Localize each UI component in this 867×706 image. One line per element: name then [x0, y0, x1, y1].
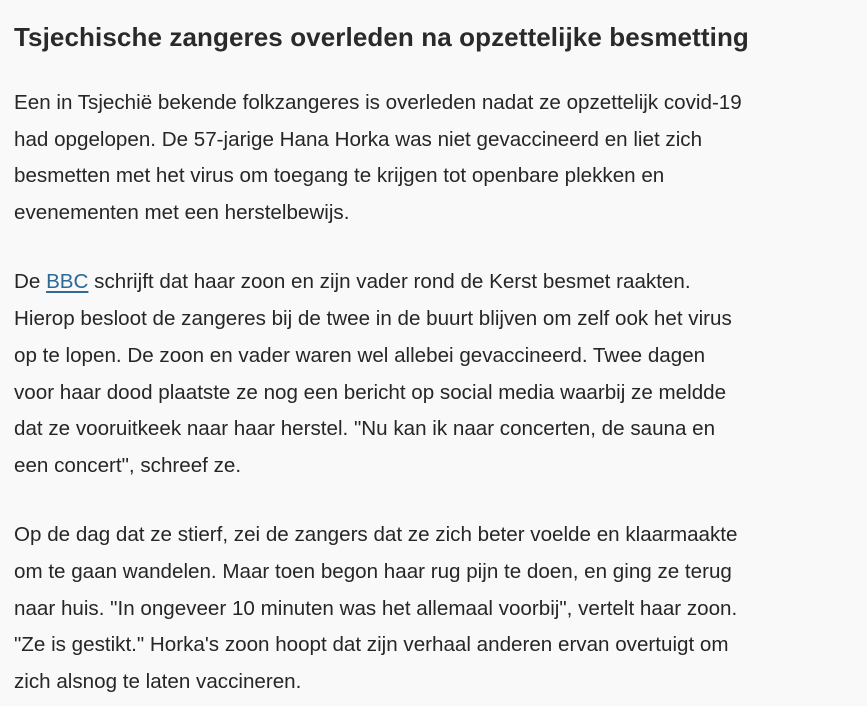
paragraph-line: dat ze vooruitkeek naar haar herstel. "Nu kan ik naar concerten, de sauna en — [14, 417, 716, 441]
text-fragment: schrijft dat haar zoon en zijn vader rond de Kerst besmet raakten. — [88, 270, 691, 294]
paragraph-line — [14, 264, 867, 301]
paragraph-line: een concert", schreef ze. — [14, 453, 242, 477]
paragraph-line: om te gaan wandelen. Maar toen begon haar rug pijn te doen, en ging ze terug — [14, 559, 732, 583]
paragraph-line: "Ze is gestikt." Horka's zoon hoopt dat zijn verhaal anderen ervan overtuigt om — [14, 633, 729, 657]
paragraph-line: voor haar dood plaatste ze nog een bericht op social media waarbij ze meldde — [14, 380, 727, 404]
paragraph-bbc — [14, 264, 867, 484]
article-title: Tsjechische zangeres overleden na opzettelijke besmetting — [14, 22, 749, 52]
paragraph-line: Een in Tsjechië bekende folkzangeres is overleden nadat ze opzettelijk covid-19 — [14, 91, 742, 114]
paragraph-death — [14, 517, 867, 701]
paragraph-line: naar huis. "In ongeveer 10 minuten was het allemaal voorbij", vertelt haar zoon. — [14, 596, 738, 620]
paragraph-intro — [14, 85, 867, 232]
paragraph-line: evenementen met een herstelbewijs. — [14, 201, 350, 225]
bbc-link[interactable]: BBC — [46, 270, 89, 294]
paragraph-line: zich alsnog te laten vaccineren. — [14, 670, 302, 694]
paragraph-line: Hierop besloot de zangeres bij de twee in de buurt blijven om zelf ook het virus — [14, 307, 732, 331]
paragraph-line: op te lopen. De zoon en vader waren wel allebei gevaccineerd. Twee dagen — [14, 343, 706, 367]
paragraph-line: Op de dag dat ze stierf, zei de zangers dat ze zich beter voelde en klaarmaakte — [14, 523, 738, 547]
paragraph-line: had opgelopen. De 57-jarige Hana Horka was niet gevaccineerd en liet zich — [14, 127, 703, 151]
paragraph-line: besmetten met het virus om toegang te krijgen tot openbare plekken en — [14, 164, 665, 188]
text-fragment: De — [14, 270, 47, 294]
